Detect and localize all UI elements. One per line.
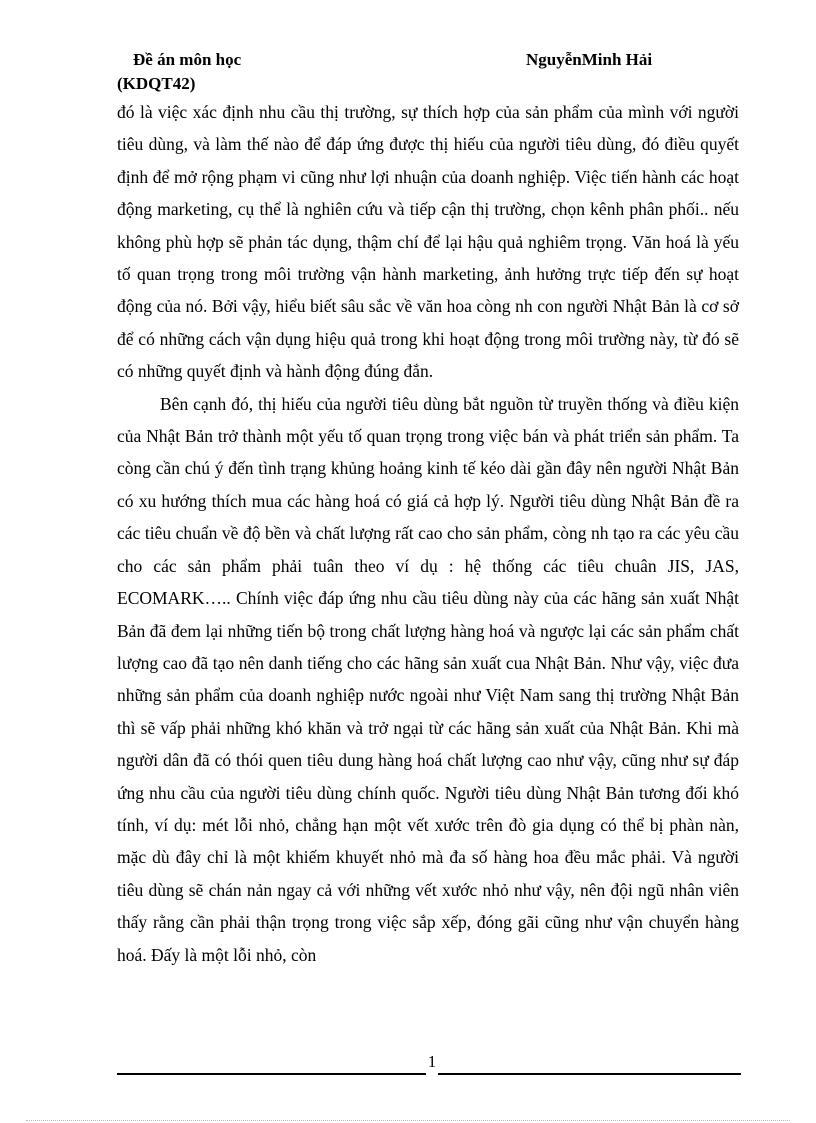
course-title: Đề án môn học	[133, 50, 242, 69]
paragraph-continuation: đó là việc xác định nhu cầu thị trường, sự thích hợp của sản phẩm của mình với người tiêu dùng, và làm thế nào để đáp ứng được thị hiếu của người tiêu dùng, đó điều quyết định để mở rộng phạm vi cũng như lợi nhuận của doanh nghiệp. Việc tiến hành các hoạt động marketing, cụ thể là nghiên cứu và tiếp cận thị trường, chọn kênh phân phối.. nếu không phù hợp sẽ phản tác dụng, thậm chí để lại hậu quả nghiêm trọng. Văn hoá là yếu tố quan trọng trong môi trường vận hành marketing, ảnh hưởng trực tiếp đến sự hoạt động của nó. Bởi vậy, hiểu biết sâu sắc về văn hoa còng nh con người Nhật Bản là cơ sở để có những cách vận dụng hiệu quả trong khi hoạt động trong môi trường này, từ đó sẽ có những quyết định và hành động đúng đắn.	[117, 102, 739, 382]
class-code: (KDQT42)	[117, 74, 196, 93]
footer-rule-right	[438, 1073, 741, 1075]
page-number: 1	[427, 1052, 437, 1071]
footer-rule-left	[117, 1073, 426, 1075]
paragraph: Bên cạnh đó, thị hiếu của người tiêu dùng bắt nguồn từ truyền thống và điều kiện của Nhật Bản trở thành một yếu tố quan trọng trong việc bán và phát triển sản phẩm. Ta còng cần chú ý đến tình trạng khủng hoảng kinh tế kéo dài gần đây nên người Nhật Bản có xu hướng thích mua các hàng hoá có giá cả hợp lý. Người tiêu dùng Nhật Bản đề ra các tiêu chuẩn về độ bền và chất lượng rất cao cho sản phẩm, còng nh tạo ra các yêu cầu cho các sản phẩm phải tuân theo ví dụ : hệ thống các tiêu chuân JIS, JAS, ECOMARK….. Chính việc đáp ứng nhu cầu tiêu dùng này của các hãng sản xuất Nhật Bản đã đem lại những tiến bộ trong chất lượng hàng hoá và ngược lại các sản phẩm chất lượng cao đã tạo nên danh tiếng cho các hãng sản xuất cua Nhật Bản. Như vậy, việc đưa những sản phẩm của doanh nghiệp nước ngoài như Việt Nam sang thị trường Nhật Bản thì sẽ vấp phải những khó khăn và trở ngại từ các hãng sản xuất của Nhật Bản. Khi mà người dân đã có thói quen tiêu dung hàng hoá chất lượng cao như vậy, cũng như sự đáp ứng nhu cầu của người tiêu dùng chính quốc. Người tiêu dùng Nhật Bản tương đối khó tính, ví dụ: mét lỗi nhỏ, chẳng hạn một vết xước trên đò gia dụng có thể bị phàn nàn, mặc dù đây chỉ là một khiếm khuyết nhỏ mà đa số hàng hoa đều mắc phải. Và người tiêu dùng sẽ chán nản ngay cả với những vết xước nhỏ như vậy, nên đội ngũ nhân viên thấy rằng cần phải thận trọng trong việc sắp xếp, đóng gãi cũng như vận chuyển hàng hoá. Đấy là một lỗi nhỏ, còn	[117, 393, 739, 965]
document-body	[117, 96, 739, 971]
author-name: NguyễnMinh Hải	[526, 50, 653, 69]
page-edge-divider	[26, 1120, 790, 1121]
